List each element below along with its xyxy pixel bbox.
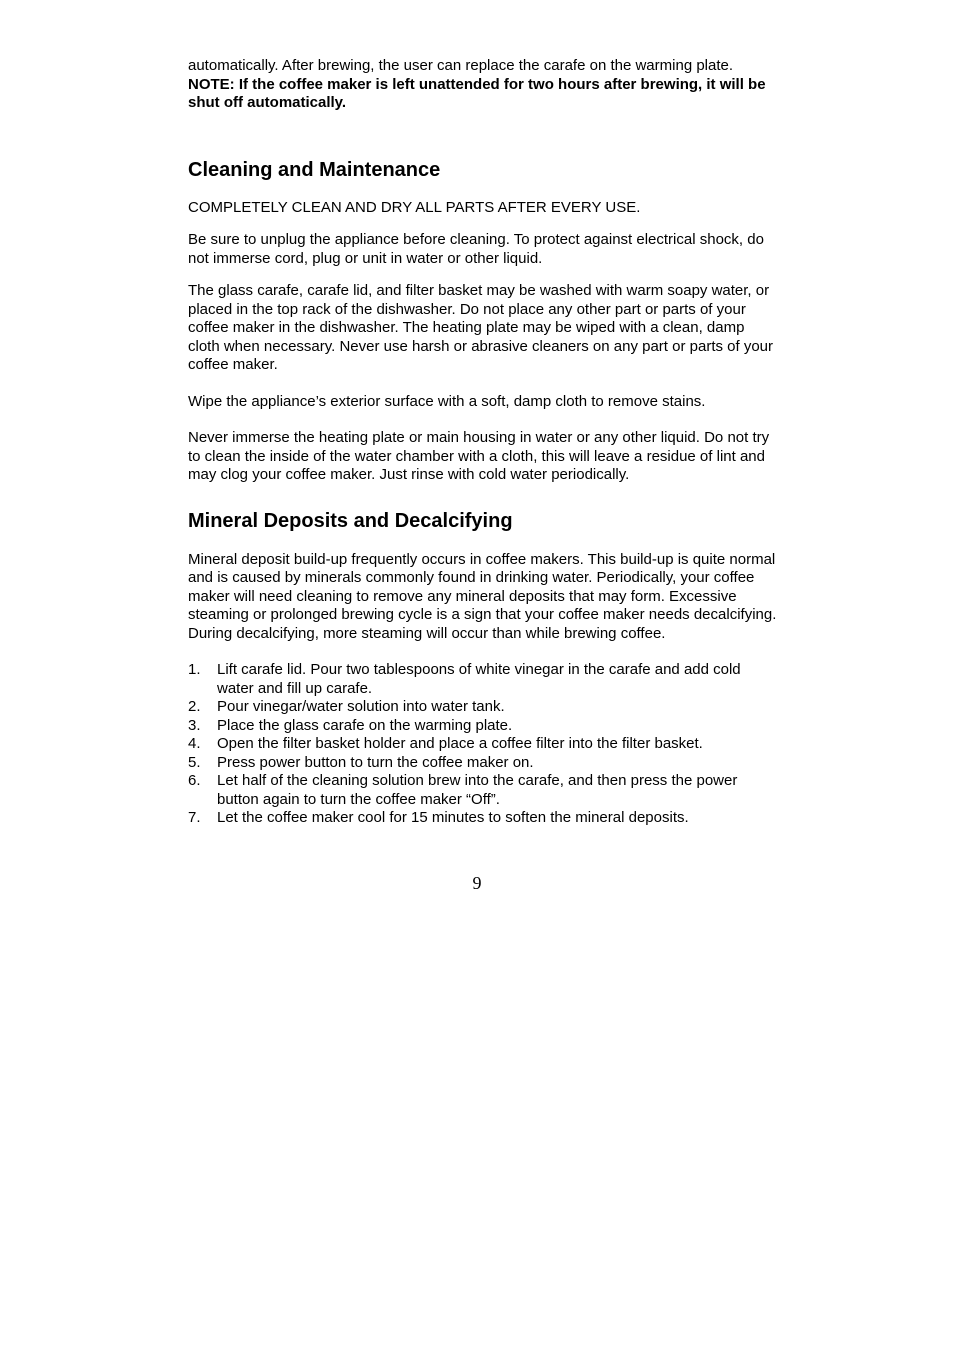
step-number: 4. [188, 735, 201, 752]
intro-continued-text: automatically. After brewing, the user can replace the carafe on the warming plate. [188, 57, 734, 74]
cleaning-paragraph-1: COMPLETELY CLEAN AND DRY ALL PARTS AFTER EVERY USE. [188, 198, 641, 216]
step-number: 5. [188, 753, 201, 771]
cleaning-heading: Cleaning and Maintenance [188, 158, 441, 181]
cleaning-paragraph-4: Wipe the appliance’s exterior surface with a soft, damp cloth to remove stains. [188, 392, 706, 410]
page-content [188, 57, 778, 828]
step-text: Pour vinegar/water solution into water tank. [217, 698, 505, 715]
list-item [188, 754, 778, 773]
step-text: Lift carafe lid. Pour two tablespoons of white vinegar in the carafe and add cold water and fill up carafe. [217, 661, 741, 697]
list-item [188, 735, 778, 754]
cleaning-paragraph-2: Be sure to unplug the appliance before cleaning. To protect against electrical shock, do not immerse cord, plug or unit in water or other liquid. [188, 231, 764, 267]
list-item [188, 698, 778, 717]
mineral-paragraph: Mineral deposit build-up frequently occurs in coffee makers. This build-up is quite normal and is caused by minerals commonly found in drinking water. Periodically, your coffee maker will need cleaning to remove any mineral deposits that may form. Excessive steaming or prolonged brewing cycle is a sign that your coffee maker needs decalcifying. During decalcifying, more steaming will occur than while brewing coffee. [188, 550, 777, 642]
mineral-heading: Mineral Deposits and Decalcifying [188, 509, 513, 532]
list-item [188, 809, 778, 828]
list-item [188, 661, 778, 698]
step-number: 7. [188, 809, 201, 826]
step-number: 6. [188, 772, 201, 789]
decalcifying-steps-list [188, 661, 778, 828]
step-text: Let half of the cleaning solution brew into the carafe, and then press the power button again to turn the coffee maker “Off”. [217, 772, 738, 808]
step-number: 3. [188, 716, 201, 734]
step-text: Let the coffee maker cool for 15 minutes to soften the mineral deposits. [217, 809, 689, 826]
step-number: 1. [188, 661, 201, 678]
cleaning-paragraph-3: The glass carafe, carafe lid, and filter basket may be washed with warm soapy water, or placed in the top rack of the dishwasher. Do not place any other part or parts of your coffee maker in the dishwasher. The heating plate may be wiped with a clean, damp cloth when necessary. Never use harsh or abrasive cleaners on any part or parts of your coffee maker. [188, 282, 774, 373]
auto-shutoff-note: NOTE: If the coffee maker is left unattended for two hours after brewing, it will be shut off automatically. [188, 75, 766, 111]
list-item [188, 717, 778, 736]
step-text: Press power button to turn the coffee maker on. [217, 753, 534, 771]
list-item [188, 772, 778, 809]
cleaning-paragraph-5: Never immerse the heating plate or main housing in water or any other liquid. Do not try to clean the inside of the water chamber with a cloth, this will leave a residue of lint and may clog your coffee maker. Just rinse with cold water periodically. [188, 429, 770, 483]
step-text: Place the glass carafe on the warming plate. [217, 716, 513, 734]
step-text: Open the filter basket holder and place a coffee filter into the filter basket. [217, 735, 703, 752]
page-number: 9 [472, 873, 482, 893]
step-number: 2. [188, 698, 201, 715]
